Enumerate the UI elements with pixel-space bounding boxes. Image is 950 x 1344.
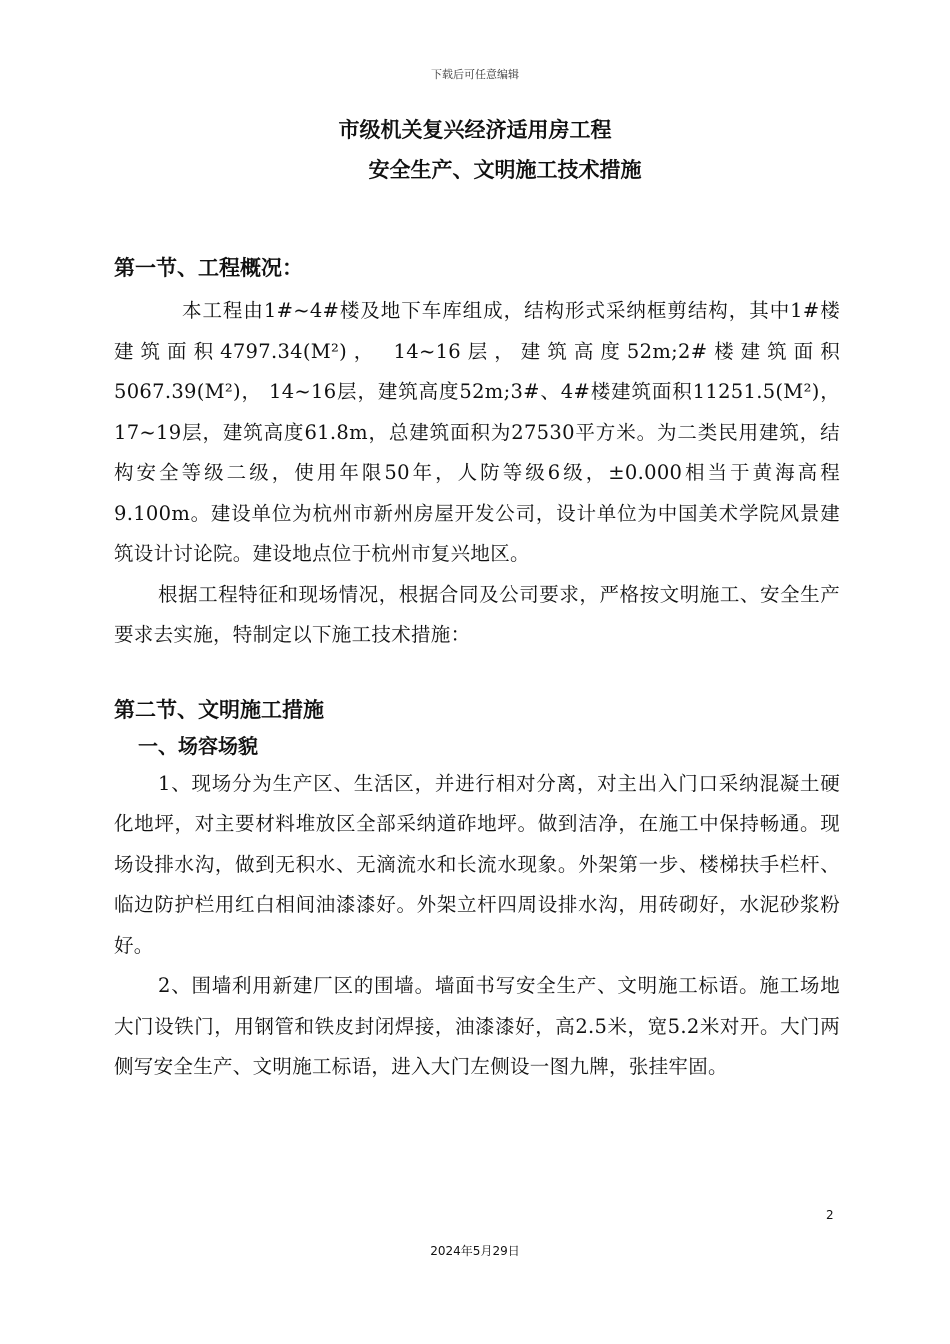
document-title-line-1: 市级机关复兴经济适用房工程 xyxy=(338,118,612,142)
section-2-heading: 第二节、文明施工措施 xyxy=(114,697,324,722)
section-1-paragraph-1: 本工程由1#~4#楼及地下车库组成，结构形式采纳框剪结构，其中1#楼建筑面积4797.34(M²)， 14~16层，建筑高度52m;2#楼建筑面积5067.39(M²)， 14~16层，建筑高度52m;3#、4#楼建筑面积11251.5(M²)，17~19层，建筑高度61.8m，总建筑面积为27530平方米。为二类民用建筑，结构安全等级二级，使用年限50年，人防等级6级，±0.000相当于黄海高程9.100m。建设单位为杭州市新州房屋开发公司，设计单位为中国美术学院风景建筑设计讨论院。建设地点位于杭州市复兴地区。 xyxy=(114,299,840,565)
document-body xyxy=(114,250,840,1088)
section-2-paragraph-2: 2、围墙利用新建厂区的围墙。墙面书写安全生产、文明施工标语。施工场地大门设铁门，用钢管和铁皮封闭焊接，油漆漆好，高2.5米，宽5.2米对开。大门两侧写安全生产、文明施工标语，进入大门左侧设一图九牌，张挂牢固。 xyxy=(114,974,840,1078)
document-title-line-2: 安全生产、文明施工技术措施 xyxy=(368,158,642,182)
section-2-subheading: 一、场容场貌 xyxy=(138,733,258,758)
section-1-heading: 第一节、工程概况： xyxy=(114,256,303,280)
section-2-paragraph-1: 1、现场分为生产区、生活区，并进行相对分离，对主出入门口采纳混凝土硬化地坪，对主要材料堆放区全部采纳道砟地坪。做到洁净，在施工中保持畅通。现场设排水沟，做到无积水、无滴流水和长流水现象。外架第一步、楼梯扶手栏杆、临边防护栏用红白相间油漆漆好。外架立杆四周设排水沟，用砖砌好，水泥砂浆粉好。 xyxy=(114,771,840,957)
footer-date: 2024年5月29日 xyxy=(430,1244,520,1258)
header-note: 下载后可任意编辑 xyxy=(431,68,519,81)
section-1-paragraph-2: 根据工程特征和现场情况，根据合同及公司要求，严格按文明施工、安全生产要求去实施，特制定以下施工技术措施： xyxy=(114,582,840,646)
page-number: 2 xyxy=(826,1208,834,1222)
